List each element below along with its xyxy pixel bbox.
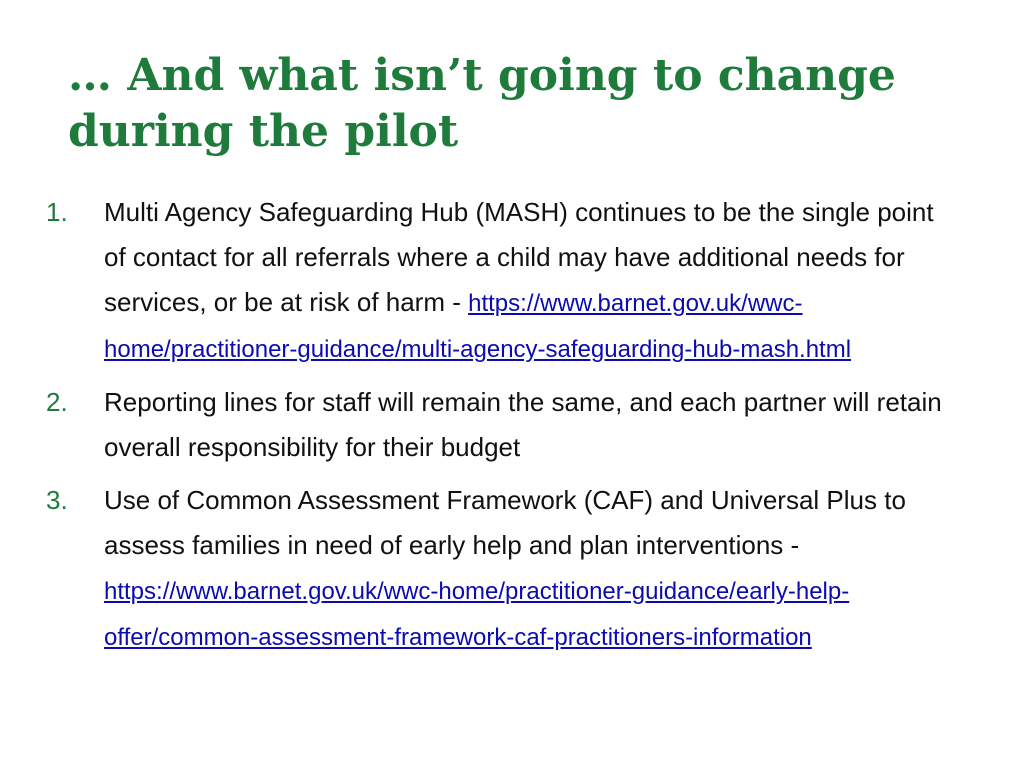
list-number: 2. — [46, 387, 68, 417]
list-item-text: Reporting lines for staff will remain the same, and each partner will retain overall responsibility for their budget — [104, 387, 942, 462]
numbered-list — [40, 190, 960, 668]
list-item — [40, 478, 960, 660]
list-item-text: Multi Agency Safeguarding Hub (MASH) continues to be the single point of contact for all referrals where a child may have additional needs for services, or be at risk of harm - — [104, 197, 934, 317]
list-item — [40, 380, 960, 470]
caf-link[interactable]: https://www.barnet.gov.uk/wwc-home/practitioner-guidance/early-help-offer/common-assessment-framework-caf-practitioners-information — [104, 578, 850, 651]
mash-link[interactable]: https://www.barnet.gov.uk/wwc-home/practitioner-guidance/multi-agency-safeguarding-hub-mash.html — [104, 290, 852, 363]
slide-title: … And what isn’t going to change during the pilot — [68, 50, 896, 157]
list-number: 1. — [46, 197, 68, 227]
list-number: 3. — [46, 485, 68, 515]
list-item-text: Use of Common Assessment Framework (CAF) and Universal Plus to assess families in need of early help and plan interventions - — [104, 485, 906, 560]
list-item — [40, 190, 960, 372]
